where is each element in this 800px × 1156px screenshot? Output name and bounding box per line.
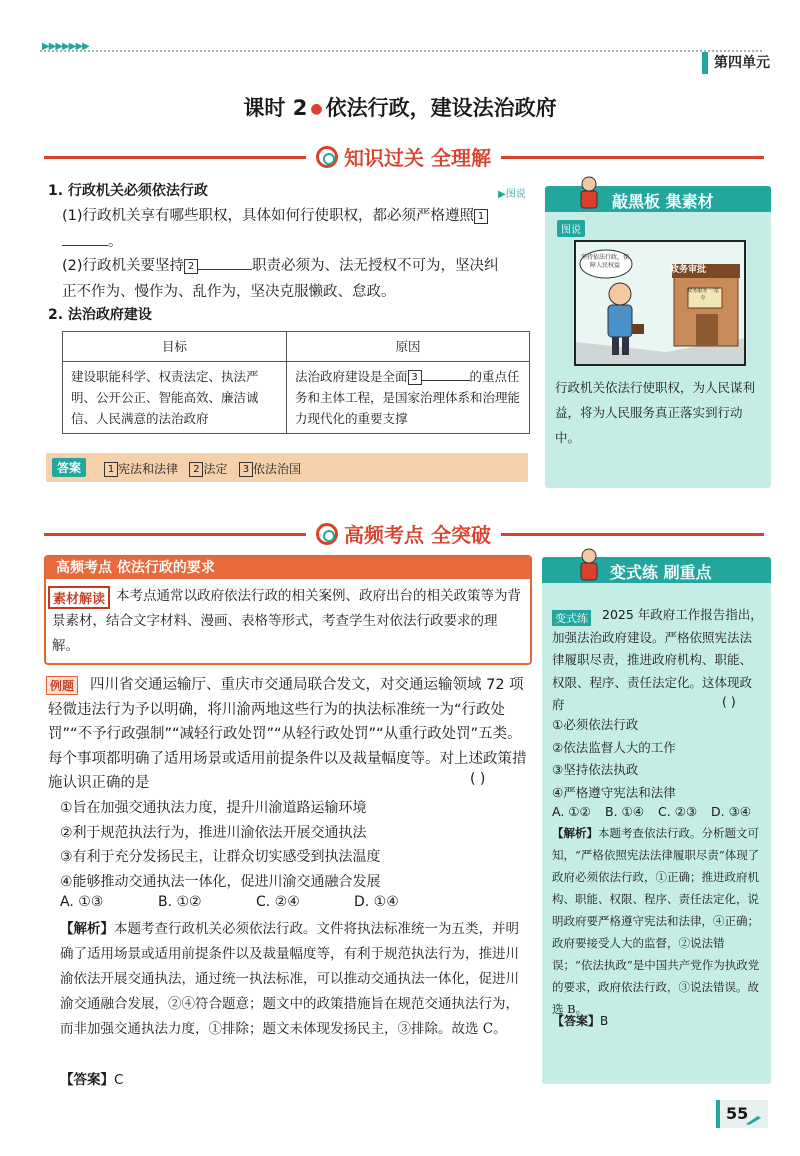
material-label: 素材解读	[48, 586, 110, 609]
answer-1: 宪法和法律	[118, 462, 179, 476]
option: ①旨在加强交通执法力度，提升川渝道路运输环境	[60, 800, 367, 816]
lesson-title-prefix: 课时 2	[243, 96, 308, 120]
title-dot-icon: ●	[310, 101, 323, 117]
analysis-text: 本题考查依法行政。分析题文可知，“严格依照宪法法律履职尽责”体现了政府必须依法行政，①正确；推进政府机构、职能、权限、程序、责任法定化，说明政府要严格遵守宪法和法律，④正确；政府要接受人大的监督，②说法错误；“依法执政”是中国共产党作为执政党的要求，政府依法行政，③说法错误。故选 B。	[552, 826, 760, 1016]
choice: A. ①②	[552, 804, 591, 819]
q1-part2-text-a: (2)行政机关要坚持	[62, 258, 185, 274]
material-text: 本考点通常以政府依法行政的相关案例、政府出台的相关政策等为背景素材，结合文字材料、漫画、表格等形式，考查学生对依法行政要求的理解。	[52, 588, 521, 654]
blank-1	[62, 245, 108, 246]
table-header-reason: 原因	[287, 332, 530, 362]
header-arrows: ▶▶▶▶▶▶▶	[42, 41, 89, 52]
reason-text-b: 的重点任务和主体工程，是国家治理体系和治理能力现代化的重要支撑	[295, 369, 521, 426]
knowledge-banner	[306, 142, 501, 171]
table-header-goal: 目标	[63, 332, 287, 362]
answer-label: 【答案】	[552, 1014, 601, 1028]
blank-number: 2	[184, 259, 198, 274]
choice: B. ①②	[158, 894, 202, 910]
notes-card-title: 敲黑板 集素材	[612, 192, 714, 211]
q2-title: 2. 法治政府建设	[48, 307, 152, 323]
answer-label: 答案	[52, 458, 86, 477]
practice-label: 变式练	[552, 610, 591, 626]
answer-value: B	[600, 1014, 609, 1028]
exam-banner-text: 高频考点 全突破	[344, 523, 491, 547]
comic-building-sign: 政务审批	[670, 265, 707, 275]
exam-banner	[306, 519, 501, 548]
choice: D. ③④	[711, 804, 751, 819]
answer-label: 【答案】	[60, 1072, 114, 1088]
answer-value: C	[114, 1072, 124, 1088]
analysis	[60, 917, 526, 1042]
choice: D. ①④	[354, 894, 399, 910]
teacher-icon	[576, 548, 602, 582]
lesson-title-main: 依法行政，建设法治政府	[325, 96, 557, 120]
practice-analysis	[552, 822, 764, 1020]
analysis-label: 【解析】	[60, 921, 114, 937]
point-head: 高频考点 依法行政的要求	[46, 557, 530, 579]
analysis-text: 本题考查行政机关必须依法行政。文件将执法标准统一为五类，并明确了适用场景或适用前提条件以及裁量幅度等，有利于规范执法行为，推进川渝依法开展交通执法，通过统一执法标准，可以推动交通执法一体化，促进川渝交通融合发展，②④符合题意；题文中的政策措施旨在规范交通执法行为，而非加强交通执法力度，①排除；题文未体现发扬民主，③排除。故选 C。	[60, 921, 519, 1037]
choice: C. ②④	[256, 894, 300, 910]
unit-marker	[702, 52, 708, 74]
option: ②依法监督人大的工作	[552, 739, 676, 755]
example-answer	[60, 1068, 123, 1088]
option: ④严格遵守宪法和法律	[552, 784, 676, 800]
lesson-title	[0, 92, 800, 122]
choice: B. ①④	[605, 804, 644, 819]
answer-num: 3	[239, 462, 253, 477]
option: ④能够推动交通执法一体化，促进川渝交通融合发展	[60, 873, 381, 890]
notes-card-caption: 行政机关依法行使职权，为人民谋利益，将为人民服务真正落实到行动中。	[555, 380, 756, 445]
blank-2	[198, 269, 252, 270]
q1-part2-text-c: 正不作为、慢作为、乱作为，坚决克服懒政、怠政。	[62, 284, 396, 300]
answer-3: 依法治国	[252, 462, 301, 476]
option: ①必须依法行政	[552, 717, 639, 732]
reason-cell	[287, 362, 530, 434]
comic-bubble-text: 坚持依法行政，保障人民权益	[580, 254, 629, 269]
example-text: 四川省交通运输厅、重庆市交通局联合发文，对交通运输领域 72 项轻微违法行为予以明确，将川渝两地这些行为的执法标准统一为“行政处罚”“不予行政强制”“减轻行政处罚”“从轻行政处罚”“从重行政处罚”五类。每个事项都明确了适用场景或适用前提条件以及裁量幅度等。对上述政策措施认识正确的是	[48, 677, 527, 791]
q1-part1	[62, 203, 532, 255]
practice-options	[552, 714, 676, 804]
example-bracket: ( )	[470, 771, 486, 787]
header-rule	[40, 50, 762, 52]
teacher-icon	[576, 176, 602, 210]
blank-number: 3	[408, 370, 422, 385]
answer-list	[104, 460, 301, 477]
example-options	[60, 796, 381, 894]
target-icon	[316, 523, 338, 545]
example-label: 例题	[46, 676, 78, 695]
q1-part2	[62, 253, 532, 305]
practice-card-title: 变式练 刷重点	[610, 563, 712, 582]
option: ②利于规范执法行为，推进川渝依法开展交通执法	[60, 824, 367, 841]
answer-2: 法定	[203, 462, 228, 476]
goal-table	[62, 331, 530, 434]
analysis-label: 【解析】	[552, 826, 598, 840]
example-choices	[60, 894, 460, 910]
notes-card-tag: 图说	[557, 220, 585, 237]
answer-num: 2	[189, 462, 203, 477]
blank-3	[422, 380, 470, 381]
q1-part2-text-b: 职责必须为、法无授权不可为，坚决纠	[252, 258, 499, 274]
illustration-tag: ▶图说	[498, 189, 526, 200]
target-icon	[316, 146, 338, 168]
option: ③坚持依法执政	[552, 762, 639, 777]
choice: A. ①③	[60, 894, 104, 910]
reason-text-a: 法治政府建设是全面	[295, 369, 408, 384]
practice-bracket: ( )	[722, 694, 736, 709]
practice-question: 2025 年政府工作报告指出，加强法治政府建设。严格依照宪法法律履职尽责，推进政府机构、职能、权限、程序、责任法定化。这体现政府	[552, 607, 763, 712]
q1-title: 1. 行政机关必须依法行政	[48, 183, 208, 199]
option: ③有利于充分发扬民主，让群众切实感受到执法温度	[60, 849, 381, 865]
practice-answer	[552, 1012, 608, 1029]
practice-choices	[552, 804, 764, 819]
answer-num: 1	[104, 462, 118, 477]
choice: C. ②③	[658, 804, 698, 819]
blank-number: 1	[474, 209, 488, 224]
goal-cell: 建设职能科学、权责法定、执法严明、公开公正、智能高效、廉洁诚信、人民满意的法治政府	[63, 362, 287, 434]
comic-door-sign: 政务服务 一站办	[687, 288, 719, 301]
page-number: 55	[726, 1104, 749, 1123]
pen-icon	[746, 1110, 762, 1120]
q1-part1-text: (1)行政机关享有哪些职权，具体如何行使职权，都必须严格遵照	[62, 208, 475, 224]
unit-label: 第四单元	[714, 55, 770, 71]
q1-part1-end: 。	[108, 234, 123, 250]
knowledge-banner-text: 知识过关 全理解	[344, 146, 491, 170]
